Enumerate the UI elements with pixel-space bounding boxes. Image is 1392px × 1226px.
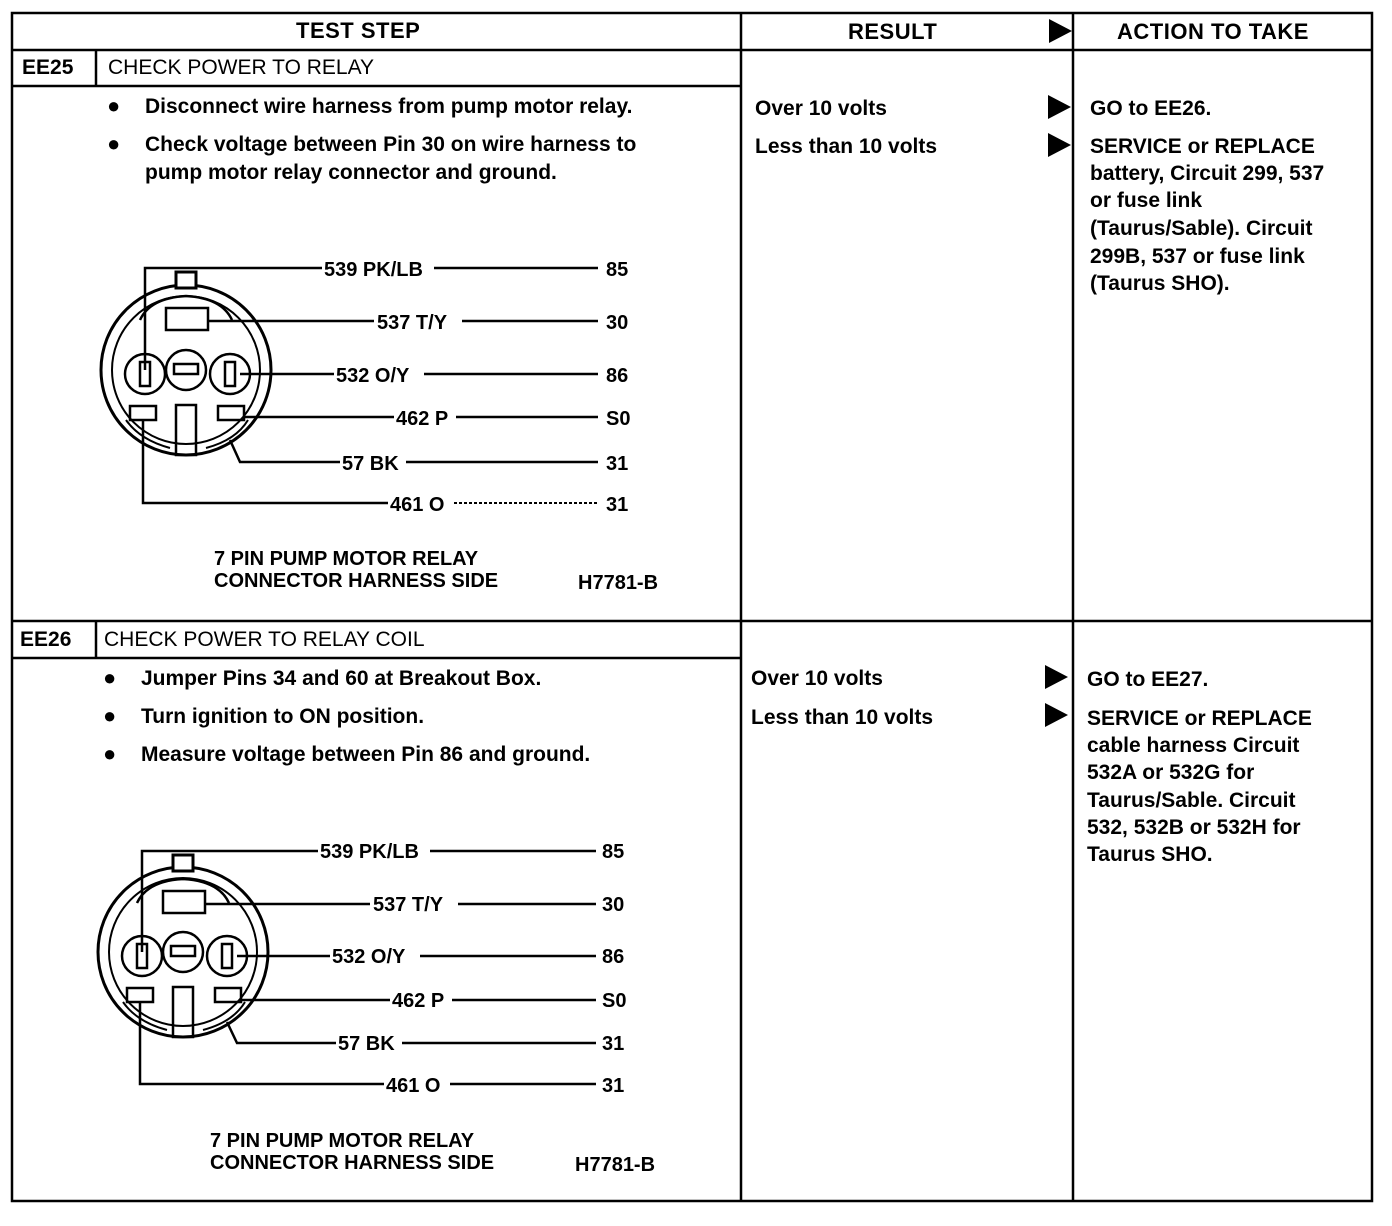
arrow-icon xyxy=(1048,95,1071,119)
result-text: Less than 10 volts xyxy=(755,135,938,158)
step-instruction: pump motor relay connector and ground. xyxy=(145,161,557,184)
action-text: battery, Circuit 299, 537 xyxy=(1090,162,1325,185)
header-action: ACTION TO TAKE xyxy=(1117,19,1309,44)
diagram-code: H7781-B xyxy=(575,1154,656,1176)
step-instruction: Check voltage between Pin 30 on wire harness to xyxy=(145,133,637,156)
step-id: EE25 xyxy=(22,56,74,79)
wire-label: 461 O xyxy=(390,494,445,516)
diagram-code: H7781-B xyxy=(578,572,659,594)
pin-number: 31 xyxy=(602,1075,625,1097)
step-instruction: Disconnect wire harness from pump motor relay. xyxy=(145,95,633,118)
action-text: or fuse link xyxy=(1090,189,1203,212)
pin-number: 85 xyxy=(602,841,625,863)
wire-label: 537 T/Y xyxy=(373,894,444,916)
connector-diagram xyxy=(0,0,740,620)
arrow-icon xyxy=(1045,703,1068,727)
diagram-caption: 7 PIN PUMP MOTOR RELAY xyxy=(210,1130,475,1152)
diagram-caption: 7 PIN PUMP MOTOR RELAY xyxy=(214,548,479,570)
wire-label: 539 PK/LB xyxy=(324,259,423,281)
bullet-icon: ● xyxy=(103,665,117,690)
arrow-icon xyxy=(1048,133,1071,157)
step-instruction: Turn ignition to ON position. xyxy=(141,705,425,728)
wire-label: 532 O/Y xyxy=(332,946,406,968)
result-text: Less than 10 volts xyxy=(751,706,934,729)
action-text: (Taurus SHO). xyxy=(1090,272,1230,295)
step-title: CHECK POWER TO RELAY xyxy=(108,56,375,79)
action-text: SERVICE or REPLACE xyxy=(1087,707,1312,730)
action-text: 532A or 532G for xyxy=(1087,761,1255,784)
wire-label: 57 BK xyxy=(338,1033,395,1055)
pin-number: S0 xyxy=(606,408,631,430)
wire-label: 462 P xyxy=(392,990,445,1012)
step-instruction: Measure voltage between Pin 86 and ground. xyxy=(141,743,591,766)
action-text: GO to EE27. xyxy=(1087,668,1209,691)
result-text: Over 10 volts xyxy=(755,97,887,120)
diagram-caption: CONNECTOR HARNESS SIDE xyxy=(214,570,499,592)
pin-number: 86 xyxy=(602,946,625,968)
bullet-icon: ● xyxy=(107,131,121,156)
result-text: Over 10 volts xyxy=(751,667,883,690)
diagram-caption: CONNECTOR HARNESS SIDE xyxy=(210,1152,495,1174)
step-instruction: Jumper Pins 34 and 60 at Breakout Box. xyxy=(141,667,542,690)
pin-number: 31 xyxy=(602,1033,625,1055)
connector-diagram xyxy=(0,621,740,1181)
header-arrow-icon xyxy=(1049,19,1072,43)
action-text: Taurus/Sable. Circuit xyxy=(1087,789,1296,812)
wire-label: 537 T/Y xyxy=(377,312,448,334)
action-text: GO to EE26. xyxy=(1090,97,1212,120)
action-text: SERVICE or REPLACE xyxy=(1090,135,1315,158)
pin-number: 85 xyxy=(606,259,629,281)
action-text: 299B, 537 or fuse link xyxy=(1090,245,1305,268)
pin-number: 86 xyxy=(606,365,629,387)
wire-label: 462 P xyxy=(396,408,449,430)
action-text: Taurus SHO. xyxy=(1087,843,1213,866)
step-title: CHECK POWER TO RELAY COIL xyxy=(104,628,425,651)
wire-label: 539 PK/LB xyxy=(320,841,419,863)
pin-number: 30 xyxy=(606,312,629,334)
bullet-icon: ● xyxy=(103,741,117,766)
wire-label: 57 BK xyxy=(342,453,399,475)
wire-label: 532 O/Y xyxy=(336,365,410,387)
pin-number: S0 xyxy=(602,990,627,1012)
header-result: RESULT xyxy=(848,19,938,44)
pin-number: 31 xyxy=(606,494,629,516)
pin-number: 31 xyxy=(606,453,629,475)
action-text: cable harness Circuit xyxy=(1087,734,1300,757)
wire-label: 461 O xyxy=(386,1075,441,1097)
pin-number: 30 xyxy=(602,894,625,916)
bullet-icon: ● xyxy=(103,703,117,728)
action-text: 532, 532B or 532H for xyxy=(1087,816,1301,839)
step-id: EE26 xyxy=(20,628,72,651)
header-test-step: TEST STEP xyxy=(296,18,421,43)
action-text: (Taurus/Sable). Circuit xyxy=(1090,217,1313,240)
bullet-icon: ● xyxy=(107,93,121,118)
arrow-icon xyxy=(1045,665,1068,689)
